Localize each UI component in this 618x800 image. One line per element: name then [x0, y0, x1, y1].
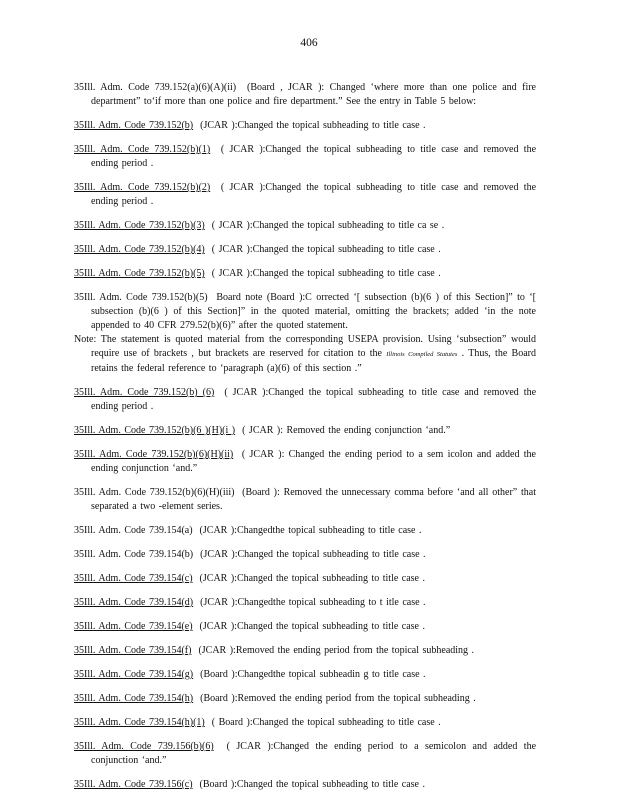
- entry-description: (JCAR ):Changedthe topical subheading to title case .: [199, 525, 422, 536]
- entry-description: (JCAR ):Changed the topical subheading to title case .: [199, 621, 425, 632]
- errata-entry: [74, 596, 536, 610]
- errata-entry: [74, 424, 536, 438]
- entry-note-text-end: . Thus, the Board retains the federal reference to ‘paragraph (a)(6) of this section .”: [91, 348, 536, 374]
- errata-entry: [74, 291, 536, 376]
- entry-citation: 35Ill. Adm. Code 739.152(b)(4): [74, 244, 205, 255]
- entry-description: ( JCAR ):Changed the topical subheading to title case .: [211, 244, 441, 255]
- entry-citation: 35Ill. Adm. Code 739.154(c): [74, 573, 193, 584]
- errata-entry: [74, 243, 536, 257]
- entry-citation: 35Ill. Adm. Code 739.154(h)(1): [74, 717, 205, 728]
- errata-entry: [74, 548, 536, 562]
- entry-description: (JCAR ):Removed the ending period from the topical subheading .: [198, 645, 475, 656]
- entry-citation: 35Ill. Adm. Code 739.154(b): [74, 549, 194, 560]
- entry-citation: 35Ill. Adm. Code 739.152(b): [74, 120, 194, 131]
- entry-description: ( JCAR ):Changed the ending period to a semicolon and added the conjunction ‘and.”: [91, 741, 537, 766]
- entry-description: (JCAR ):Changed the topical subheading to title case .: [199, 573, 425, 584]
- entry-citation: 35Ill. Adm. Code 739.152(b) (6): [74, 387, 215, 398]
- entry-description: (JCAR ):Changed the topical subheading to title case .: [200, 120, 426, 131]
- entry-description: ( JCAR ): Changed the ending period to a sem icolon and added the ending conjunction ‘and.”: [91, 449, 536, 474]
- entry-description: (JCAR ):Changed the topical subheading to title case .: [200, 549, 426, 560]
- errata-entry: [74, 143, 536, 171]
- errata-entry: [74, 572, 536, 586]
- entry-citation: 35Ill. Adm. Code 739.152(b)(6)(H)(ii): [74, 449, 234, 460]
- entry-description: (Board , JCAR ): Changed ‘where more than one police and fire department” to‘if more than one police and fire department.” See the entry in Table 5 below:: [91, 82, 536, 107]
- entry-citation: 35Ill. Adm. Code 739.152(b)(1): [74, 144, 211, 155]
- errata-entry: [74, 119, 536, 133]
- entry-citation: 35Ill. Adm. Code 739.152(b)(2): [74, 182, 211, 193]
- entry-description: ( JCAR ):Changed the topical subheading to title case and removed the ending period .: [91, 144, 537, 169]
- errata-entry: [74, 267, 536, 281]
- entry-citation: 35Ill. Adm. Code 739.154(f): [74, 645, 192, 656]
- entry-citation: 35Ill. Adm. Code 739.154(h): [74, 693, 194, 704]
- errata-entry: [74, 181, 536, 209]
- entry-description: (JCAR ):Changedthe topical subheading to t itle case .: [200, 597, 426, 608]
- errata-entry-list: [74, 71, 536, 798]
- errata-entry: [74, 524, 536, 538]
- entry-description: (Board ): Removed the unnecessary comma before ‘and all other” that separated a two -element series.: [91, 487, 537, 512]
- entry-citation: 35Ill. Adm. Code 739.152(b)(5): [74, 268, 205, 279]
- entry-citation: 35Ill. Adm. Code 739.152(a)(6)(A)(ii): [74, 82, 237, 93]
- entry-description: ( JCAR ):Changed the topical subheading to title case and removed the ending period .: [91, 387, 537, 412]
- errata-entry: [74, 219, 536, 233]
- errata-entry: [74, 486, 536, 514]
- entry-description: ( Board ):Changed the topical subheading to title case .: [211, 717, 441, 728]
- errata-entry: [74, 778, 536, 792]
- entry-description: (Board ):Removed the ending period from the topical subheading .: [200, 693, 476, 704]
- entry-citation: 35Ill. Adm. Code 739.152(b)(6 )(H)(i ): [74, 425, 236, 436]
- entry-citation: 35Ill. Adm. Code 739.154(a): [74, 525, 193, 536]
- errata-entry: [74, 448, 536, 476]
- errata-entry: [74, 386, 536, 414]
- entry-description: ( JCAR ):Changed the topical subheading to title case and removed the ending period .: [91, 182, 537, 207]
- page-number: 406: [300, 37, 318, 49]
- entry-citation: 35Ill. Adm. Code 739.152(b)(3): [74, 220, 205, 231]
- entry-citation: 35Ill. Adm. Code 739.154(d): [74, 597, 194, 608]
- errata-entry: [74, 740, 536, 768]
- entry-description: (Board ):Changed the topical subheading to title case .: [199, 779, 425, 790]
- entry-note-italic-title: Illinois Compiled Statutes: [386, 351, 458, 358]
- errata-entry: [74, 644, 536, 658]
- entry-description: Board note (Board ):C orrected ‘[ subsection (b)(6 ) of this Section]” to ‘[ subsection (b)(6 ) of this Section]” in the quoted material, omitting the brackets; added ‘in the note appended to 40 CFR 279.52(b)(6)” after the quoted statement.: [91, 292, 536, 331]
- entry-citation: 35Ill. Adm. Code 739.156(c): [74, 779, 193, 790]
- entry-description: ( JCAR ):Changed the topical subheading to title case .: [211, 268, 441, 279]
- entry-citation: 35Ill. Adm. Code 739.152(b)(5): [74, 292, 208, 303]
- entry-note-text: Note: The statement is quoted material from the corresponding USEPA provision. Using ‘subsection” would require use of brackets , but brackets are reserved for citation to the: [74, 334, 536, 359]
- entry-description: ( JCAR ):Changed the topical subheading to title ca se .: [211, 220, 445, 231]
- errata-entry: [74, 81, 536, 109]
- entry-description: (Board ):Changedthe topical subheadin g to title case .: [200, 669, 426, 680]
- entry-citation: 35Ill. Adm. Code 739.156(b)(6): [74, 741, 214, 752]
- entry-description: ( JCAR ): Removed the ending conjunction ‘and.”: [242, 425, 451, 436]
- entry-citation: 35Ill. Adm. Code 739.154(g): [74, 669, 194, 680]
- entry-citation: 35Ill. Adm. Code 739.154(e): [74, 621, 193, 632]
- errata-entry: [74, 716, 536, 730]
- errata-entry: [74, 620, 536, 634]
- entry-note: [74, 333, 536, 376]
- entry-citation: 35Ill. Adm. Code 739.152(b)(6)(H)(iii): [74, 487, 235, 498]
- errata-entry: [74, 668, 536, 682]
- errata-entry: [74, 692, 536, 706]
